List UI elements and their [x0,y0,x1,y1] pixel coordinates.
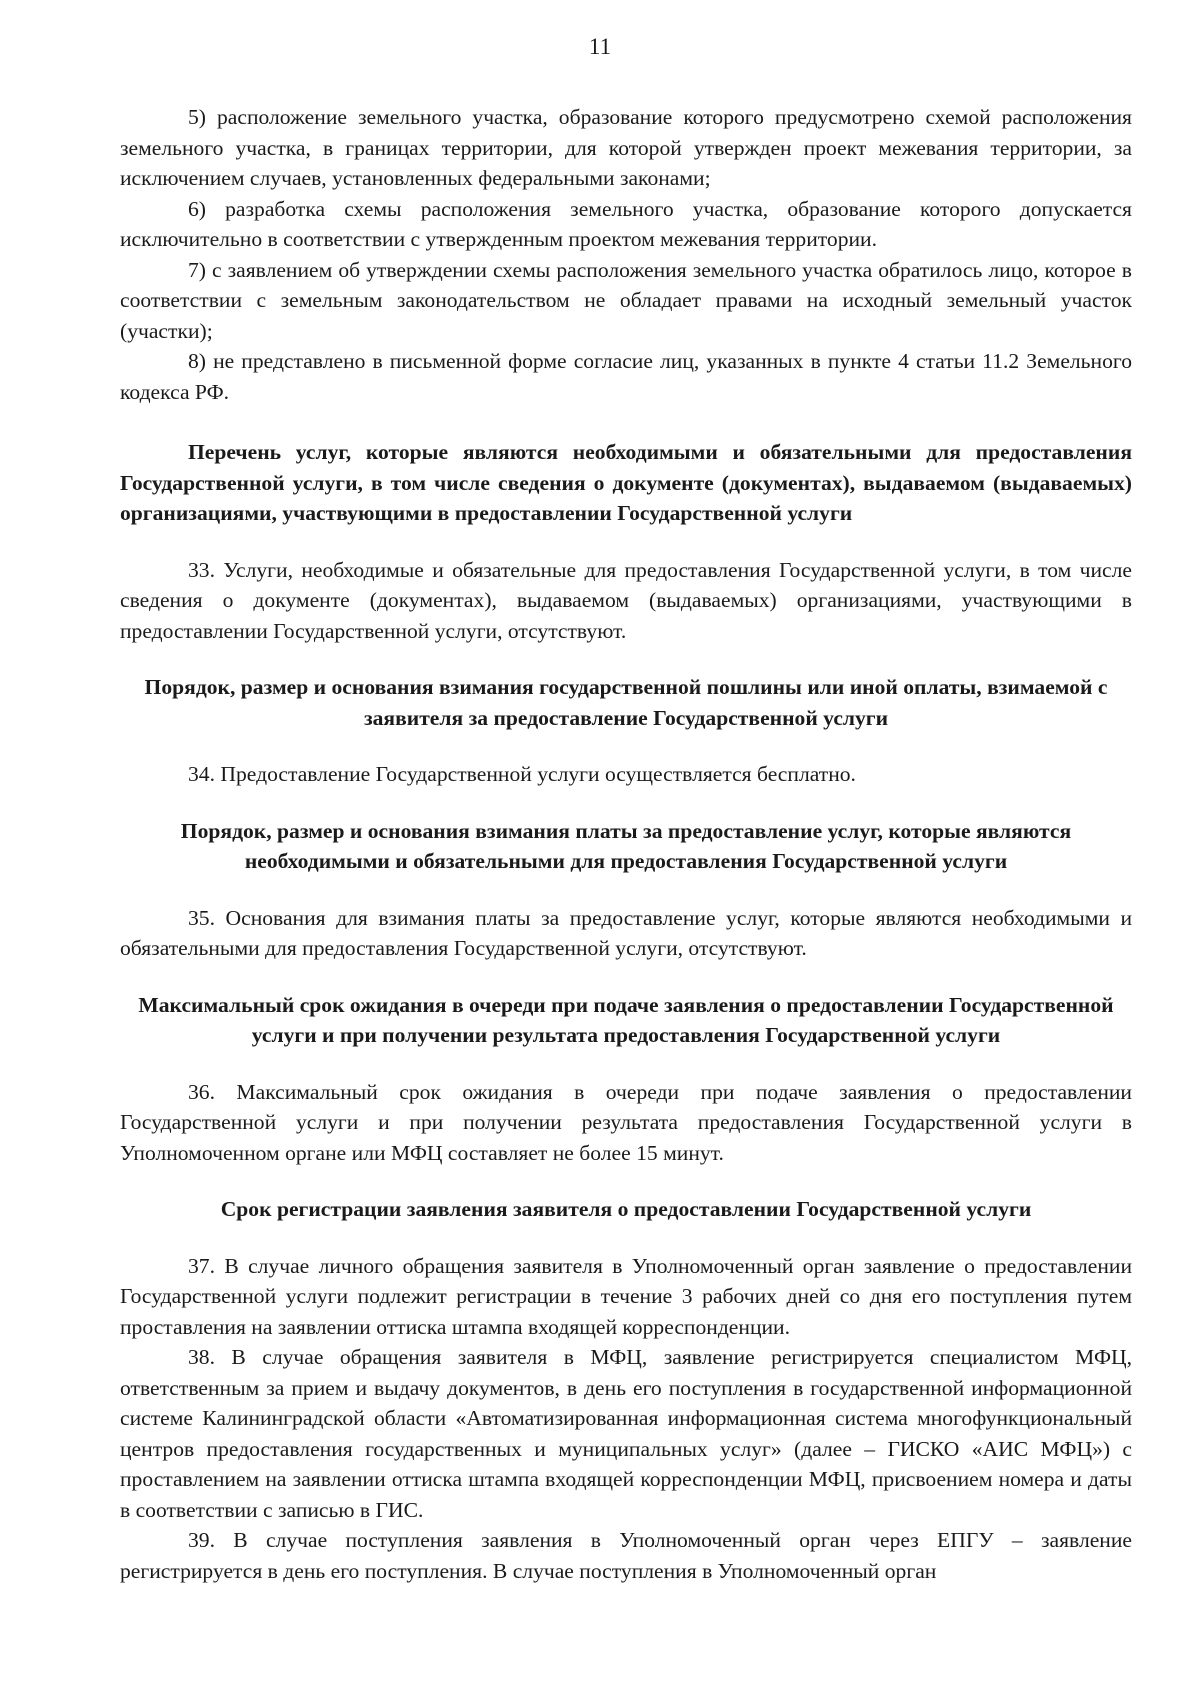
paragraph-37: 37. В случае личного обращения заявителя в Уполномоченный орган заявление о предоставлении Государственной услуги подлежит регистрации в течение 3 рабочих дней со дня его поступления путем проставления на заявлении оттиска штампа входящей корреспонденции. [120,1253,1132,1339]
section-heading-service-fee: Порядок, размер и основания взимания платы за предоставление услуг, которые являются необходимыми и обязательными для предоставления Государственной услуги [180,818,1072,873]
section-spacer [120,964,1132,990]
section-spacer [120,790,1132,816]
section-spacer [120,733,1132,759]
paragraph-item-8: 8) не представлено в письменной форме согласие лиц, указанных в пункте 4 статьи 11.2 Земельного кодекса РФ. [120,349,1132,404]
section-spacer [120,646,1132,672]
paragraph-34: 34. Предоставление Государственной услуги осуществляется бесплатно. [188,762,856,786]
paragraph-item-7: 7) с заявлением об утверждении схемы расположения земельного участка обратилось лицо, которое в соответствии с земельным законодательством не обладает правами на исходный земельный участок (участки); [120,257,1132,343]
section-spacer [120,529,1132,555]
section-spacer [120,1051,1132,1077]
paragraph-39: 39. В случае поступления заявления в Уполномоченный орган через ЕПГУ – заявление регистрируется в день его поступления. В случае поступления в Уполномоченный орган [120,1528,1132,1583]
paragraph-item-6: 6) разработка схемы расположения земельного участка, образование которого допускается исключительно в соответствии с утвержденным проектом межевания территории. [120,196,1132,251]
page-number: 11 [588,34,612,59]
document-body [120,102,1132,1586]
section-spacer [120,877,1132,903]
section-spacer [120,1225,1132,1251]
section-heading-queue-time: Максимальный срок ожидания в очереди при подаче заявления о предоставлении Государственной услуги и при получении результата предоставления Государственной услуги [138,992,1114,1047]
paragraph-item-5: 5) расположение земельного участка, образование которого предусмотрено схемой расположения земельного участка, в границах территории, для которой утвержден проект межевания территории, за исключением случаев, установленных федеральными законами; [120,105,1132,190]
section-heading-state-fee: Порядок, размер и основания взимания государственной пошлины или иной оплаты, взимаемой с заявителя за предоставление Государственной услуги [144,675,1108,730]
paragraph-36: 36. Максимальный срок ожидания в очереди при подаче заявления о предоставлении Государственной услуги и при получении результата предоставления Государственной услуги в Уполномоченном органе или МФЦ составляет не более 15 минут. [120,1079,1132,1165]
paragraph-38: 38. В случае обращения заявителя в МФЦ, заявление регистрируется специалистом МФЦ, ответственным за прием и выдачу документов, в день его поступления в государственной информационной системе Калининградской области «Автоматизированная информационная система многофункциональный центров предоставления государственных и муниципальных услуг» (далее – ГИСКО «АИС МФЦ») с проставлением на заявлении оттиска штампа входящей корреспонденции МФЦ, присвоением номера и даты в соответствии с записью в ГИС. [120,1345,1132,1522]
paragraph-35: 35. Основания для взимания платы за предоставление услуг, которые являются необходимыми и обязательными для предоставления Государственной услуги, отсутствуют. [120,905,1132,960]
paragraph-33: 33. Услуги, необходимые и обязательные для предоставления Государственной услуги, в том числе сведения о документе (документах), выдаваемом (выдаваемых) организациями, участвующими в предоставлении Государственной услуги, отсутствуют. [120,557,1132,643]
section-spacer [120,1168,1132,1194]
section-heading-required-services: Перечень услуг, которые являются необходимыми и обязательными для предоставления Государственной услуги, в том числе сведения о документе (документах), выдаваемом (выдаваемых) организациями, участвующими в предоставлении Государственной услуги [120,440,1132,525]
section-heading-registration-term: Срок регистрации заявления заявителя о предоставлении Государственной услуги [220,1197,1032,1221]
section-spacer [120,407,1132,437]
